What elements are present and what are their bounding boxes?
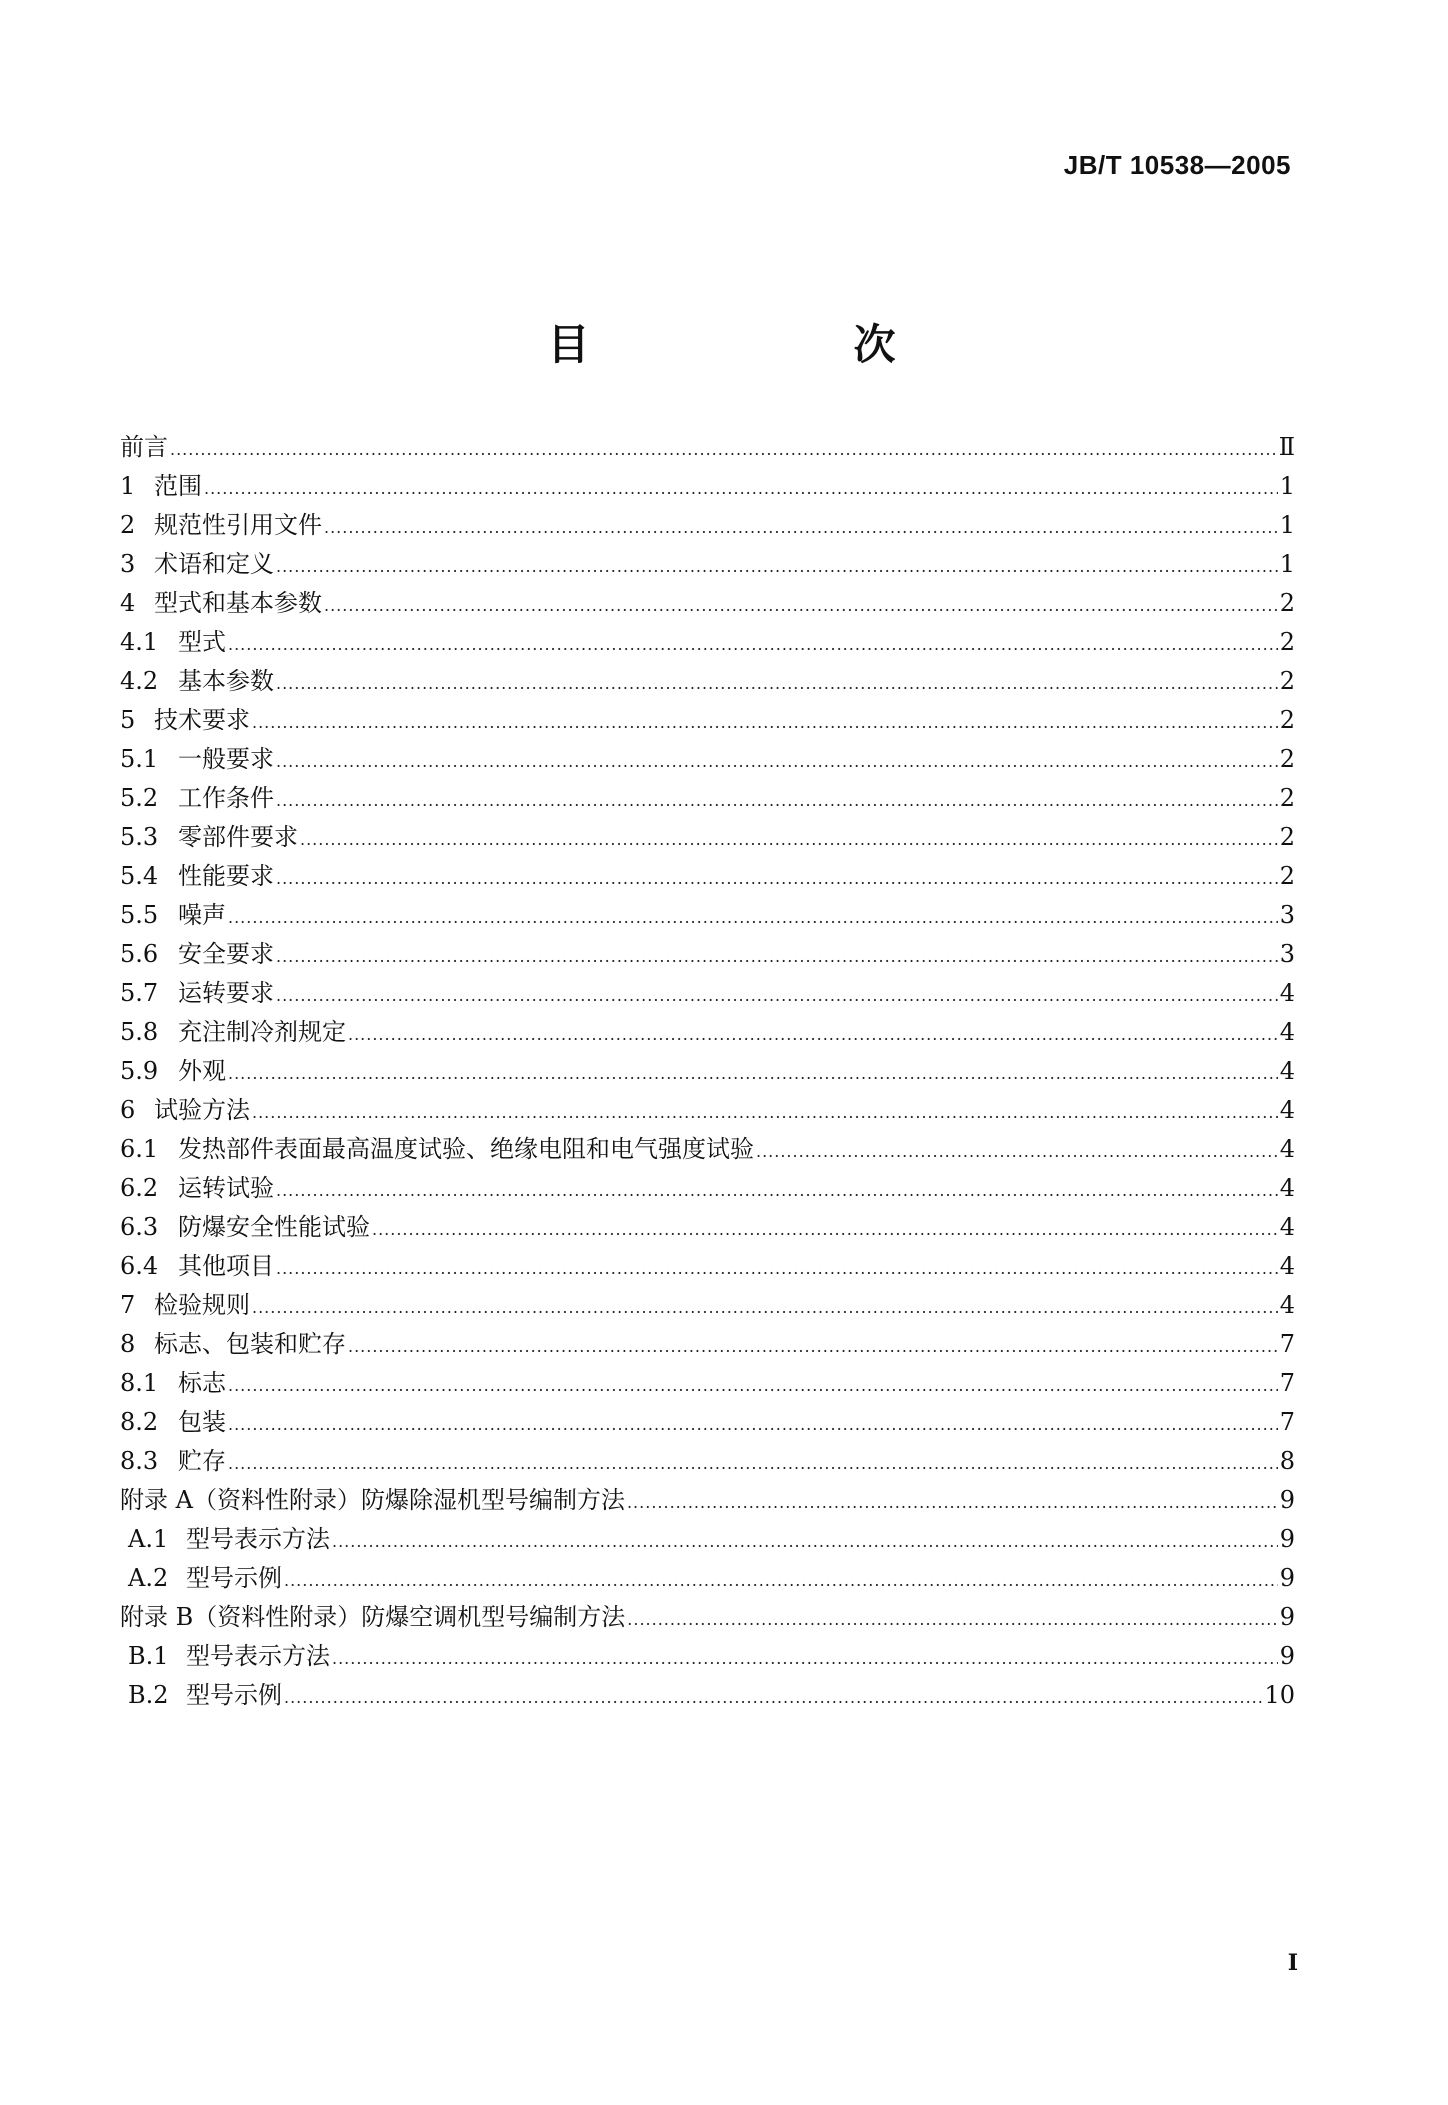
page-number: I	[1287, 1950, 1298, 1976]
toc-entry-label: 包装	[178, 1408, 226, 1436]
toc-entry-number: 4.2	[120, 667, 159, 695]
toc-entry-label: 型式和基本参数	[154, 589, 322, 617]
toc-entry-page: 1	[1279, 550, 1295, 578]
toc-entry-number: 5.7	[120, 979, 159, 1007]
dot-leader	[170, 430, 1277, 469]
toc-entry-number: 8.2	[120, 1408, 159, 1436]
dot-leader	[252, 1093, 1278, 1132]
dot-leader	[300, 820, 1278, 859]
toc-entry-number: 6	[120, 1096, 136, 1124]
toc-entry-number: B.2	[128, 1681, 169, 1709]
toc-entry-page: 2	[1279, 823, 1295, 851]
dot-leader	[276, 1249, 1278, 1288]
toc-entry-number: 1	[120, 472, 136, 500]
dot-leader	[348, 1015, 1278, 1054]
toc-entry-number: 5.1	[120, 745, 159, 773]
toc-entry-page: 4	[1279, 1291, 1295, 1319]
dot-leader	[252, 1288, 1278, 1327]
toc-entry-number: 5.2	[120, 784, 159, 812]
toc-entry-page: 4	[1279, 979, 1295, 1007]
toc-entry-label: 标志、包装和贮存	[154, 1330, 346, 1358]
dot-leader	[276, 742, 1278, 781]
toc-entry-number: 8	[120, 1330, 136, 1358]
toc-entry-page: 4	[1279, 1057, 1295, 1085]
dot-leader	[348, 1327, 1278, 1366]
toc-entry-page: 4	[1279, 1135, 1295, 1163]
toc-entry[interactable]	[120, 857, 1295, 896]
toc-entry-page: 1	[1279, 472, 1295, 500]
toc-entry-label: 运转要求	[178, 979, 274, 1007]
toc-entry[interactable]	[120, 1130, 1295, 1169]
toc-entry[interactable]	[120, 1559, 1295, 1598]
toc-entry-page: 9	[1279, 1603, 1295, 1631]
toc-entry[interactable]	[120, 584, 1295, 623]
dot-leader	[324, 508, 1278, 547]
toc-entry[interactable]	[120, 662, 1295, 701]
dot-leader	[372, 1210, 1278, 1249]
toc-entry-page: 2	[1279, 706, 1295, 734]
dot-leader	[228, 1054, 1278, 1093]
toc-entry-label: 规范性引用文件	[154, 511, 322, 539]
toc-entry-label: 前言	[120, 433, 168, 461]
dot-leader	[284, 1678, 1262, 1717]
toc-entry-label: 工作条件	[178, 784, 274, 812]
toc-entry-number: 6.1	[120, 1135, 159, 1163]
toc-entry-page: 2	[1279, 589, 1295, 617]
toc-entry-page: 3	[1279, 901, 1295, 929]
toc-entry-number: B.1	[128, 1642, 169, 1670]
toc-entry-label: 型号示例	[186, 1564, 282, 1592]
toc-entry-label: 噪声	[178, 901, 226, 929]
dot-leader	[276, 1171, 1278, 1210]
dot-leader	[276, 547, 1278, 586]
toc-entry-number: 8.3	[120, 1447, 159, 1475]
toc-entry[interactable]	[120, 1286, 1295, 1325]
toc-entry-page: 7	[1279, 1408, 1295, 1436]
toc-entry[interactable]	[120, 974, 1295, 1013]
toc-entry-number: A.2	[128, 1564, 169, 1592]
toc-entry-label: 标志	[178, 1369, 226, 1397]
toc-entry-number: 8.1	[120, 1369, 159, 1397]
toc-entry[interactable]	[120, 467, 1295, 506]
toc-entry-label: 充注制冷剂规定	[178, 1018, 346, 1046]
toc-entry-number: 5	[120, 706, 136, 734]
toc-entry[interactable]	[120, 1013, 1295, 1052]
toc-entry[interactable]	[120, 428, 1295, 467]
toc-entry-number: 5.6	[120, 940, 159, 968]
dot-leader	[204, 469, 1278, 508]
dot-leader	[252, 703, 1278, 742]
toc-entry-page: Ⅱ	[1278, 433, 1295, 461]
toc-entry-page: 2	[1279, 862, 1295, 890]
toc-entry-page: 4	[1279, 1213, 1295, 1241]
toc-entry[interactable]	[120, 1091, 1295, 1130]
dot-leader	[284, 1561, 1278, 1600]
dot-leader	[228, 1405, 1278, 1444]
dot-leader	[324, 586, 1278, 625]
toc-entry-label: 贮存	[178, 1447, 226, 1475]
toc-entry-label: 运转试验	[178, 1174, 274, 1202]
toc-entry-label: 安全要求	[178, 940, 274, 968]
toc-entry[interactable]	[120, 1325, 1295, 1364]
toc-entry-label: 一般要求	[178, 745, 274, 773]
dot-leader	[228, 1444, 1278, 1483]
toc-entry[interactable]	[120, 1169, 1295, 1208]
toc-entry-number: 6.3	[120, 1213, 159, 1241]
toc-entry-number: 2	[120, 511, 136, 539]
toc-entry-number: 5.5	[120, 901, 159, 929]
toc-entry[interactable]	[120, 1637, 1295, 1676]
toc-entry[interactable]	[120, 506, 1295, 545]
toc-entry[interactable]	[120, 1520, 1295, 1559]
toc-entry-number: A.1	[128, 1525, 169, 1553]
toc-entry-label: 外观	[178, 1057, 226, 1085]
toc-entry-page: 2	[1279, 667, 1295, 695]
toc-entry-label: 术语和定义	[154, 550, 274, 578]
dot-leader	[627, 1600, 1277, 1639]
toc-entry-label: 防爆安全性能试验	[178, 1213, 370, 1241]
dot-leader	[228, 625, 1278, 664]
dot-leader	[276, 781, 1278, 820]
dot-leader	[332, 1522, 1278, 1561]
toc-entry-number: 5.4	[120, 862, 159, 890]
toc-entry-page: 8	[1279, 1447, 1295, 1475]
document-code: JB/T 10538—2005	[1063, 150, 1291, 180]
toc-entry-label: 其他项目	[178, 1252, 274, 1280]
toc-entry-label: 范围	[154, 472, 202, 500]
toc-entry[interactable]	[120, 935, 1295, 974]
toc-entry-label: 型号表示方法	[186, 1642, 330, 1670]
toc-entry-label: 型号示例	[186, 1681, 282, 1709]
toc-entry-page: 1	[1279, 511, 1295, 539]
toc-entry[interactable]	[120, 1364, 1295, 1403]
dot-leader	[228, 898, 1278, 937]
toc-entry[interactable]	[120, 1208, 1295, 1247]
toc-entry-page: 4	[1279, 1252, 1295, 1280]
toc-entry-number: 7	[120, 1291, 136, 1319]
toc-entry-page: 7	[1279, 1369, 1295, 1397]
toc-entry[interactable]	[120, 1403, 1295, 1442]
toc-entry[interactable]	[120, 1598, 1295, 1637]
toc-entry-page: 2	[1279, 784, 1295, 812]
dot-leader	[756, 1132, 1278, 1171]
toc-entry[interactable]	[120, 740, 1295, 779]
toc-entry-label: 技术要求	[154, 706, 250, 734]
toc-entry[interactable]	[120, 545, 1295, 584]
toc-entry-label: 附录 A（资料性附录）防爆除湿机型号编制方法	[120, 1486, 625, 1514]
toc-entry-page: 9	[1279, 1642, 1295, 1670]
toc-entry[interactable]	[120, 1442, 1295, 1481]
toc-entry[interactable]	[120, 1481, 1295, 1520]
toc-entry-page: 3	[1279, 940, 1295, 968]
toc-entry[interactable]	[120, 1247, 1295, 1286]
toc-entry-page: 2	[1279, 628, 1295, 656]
toc-entry-label: 型式	[178, 628, 226, 656]
toc-entry-page: 4	[1279, 1174, 1295, 1202]
toc-entry[interactable]	[120, 896, 1295, 935]
toc-entry-page: 4	[1279, 1018, 1295, 1046]
toc-entry-page: 9	[1279, 1486, 1295, 1514]
toc-entry[interactable]	[120, 779, 1295, 818]
toc-entry-page: 7	[1279, 1330, 1295, 1358]
toc-entry-label: 基本参数	[178, 667, 274, 695]
dot-leader	[276, 976, 1278, 1015]
dot-leader	[228, 1366, 1278, 1405]
toc-entry-number: 4.1	[120, 628, 159, 656]
dot-leader	[276, 859, 1278, 898]
toc-entry-label: 检验规则	[154, 1291, 250, 1319]
toc-entry-page: 9	[1279, 1525, 1295, 1553]
table-of-contents	[120, 428, 1295, 1715]
toc-entry-label: 性能要求	[178, 862, 274, 890]
toc-entry-number: 4	[120, 589, 136, 617]
toc-entry-number: 6.2	[120, 1174, 159, 1202]
toc-entry[interactable]	[120, 818, 1295, 857]
toc-entry-number: 5.9	[120, 1057, 159, 1085]
toc-entry[interactable]	[120, 623, 1295, 662]
dot-leader	[627, 1483, 1278, 1522]
toc-entry-number: 6.4	[120, 1252, 159, 1280]
toc-entry-page: 2	[1279, 745, 1295, 773]
toc-entry[interactable]	[120, 1052, 1295, 1091]
toc-entry-number: 5.8	[120, 1018, 159, 1046]
toc-entry-label: 发热部件表面最高温度试验、绝缘电阻和电气强度试验	[178, 1135, 754, 1163]
dot-leader	[332, 1639, 1278, 1678]
toc-entry[interactable]	[120, 1676, 1295, 1715]
dot-leader	[276, 937, 1278, 976]
toc-entry-number: 5.3	[120, 823, 159, 851]
toc-entry-page: 10	[1264, 1681, 1295, 1709]
toc-entry-number: 3	[120, 550, 136, 578]
toc-entry-page: 9	[1279, 1564, 1295, 1592]
page-title: 目 次	[547, 320, 956, 369]
toc-entry-label: 型号表示方法	[186, 1525, 330, 1553]
toc-entry-label: 零部件要求	[178, 823, 298, 851]
toc-entry-label: 试验方法	[154, 1096, 250, 1124]
dot-leader	[276, 664, 1278, 703]
toc-entry-label: 附录 B（资料性附录）防爆空调机型号编制方法	[120, 1603, 626, 1631]
toc-entry-page: 4	[1279, 1096, 1295, 1124]
toc-entry[interactable]	[120, 701, 1295, 740]
